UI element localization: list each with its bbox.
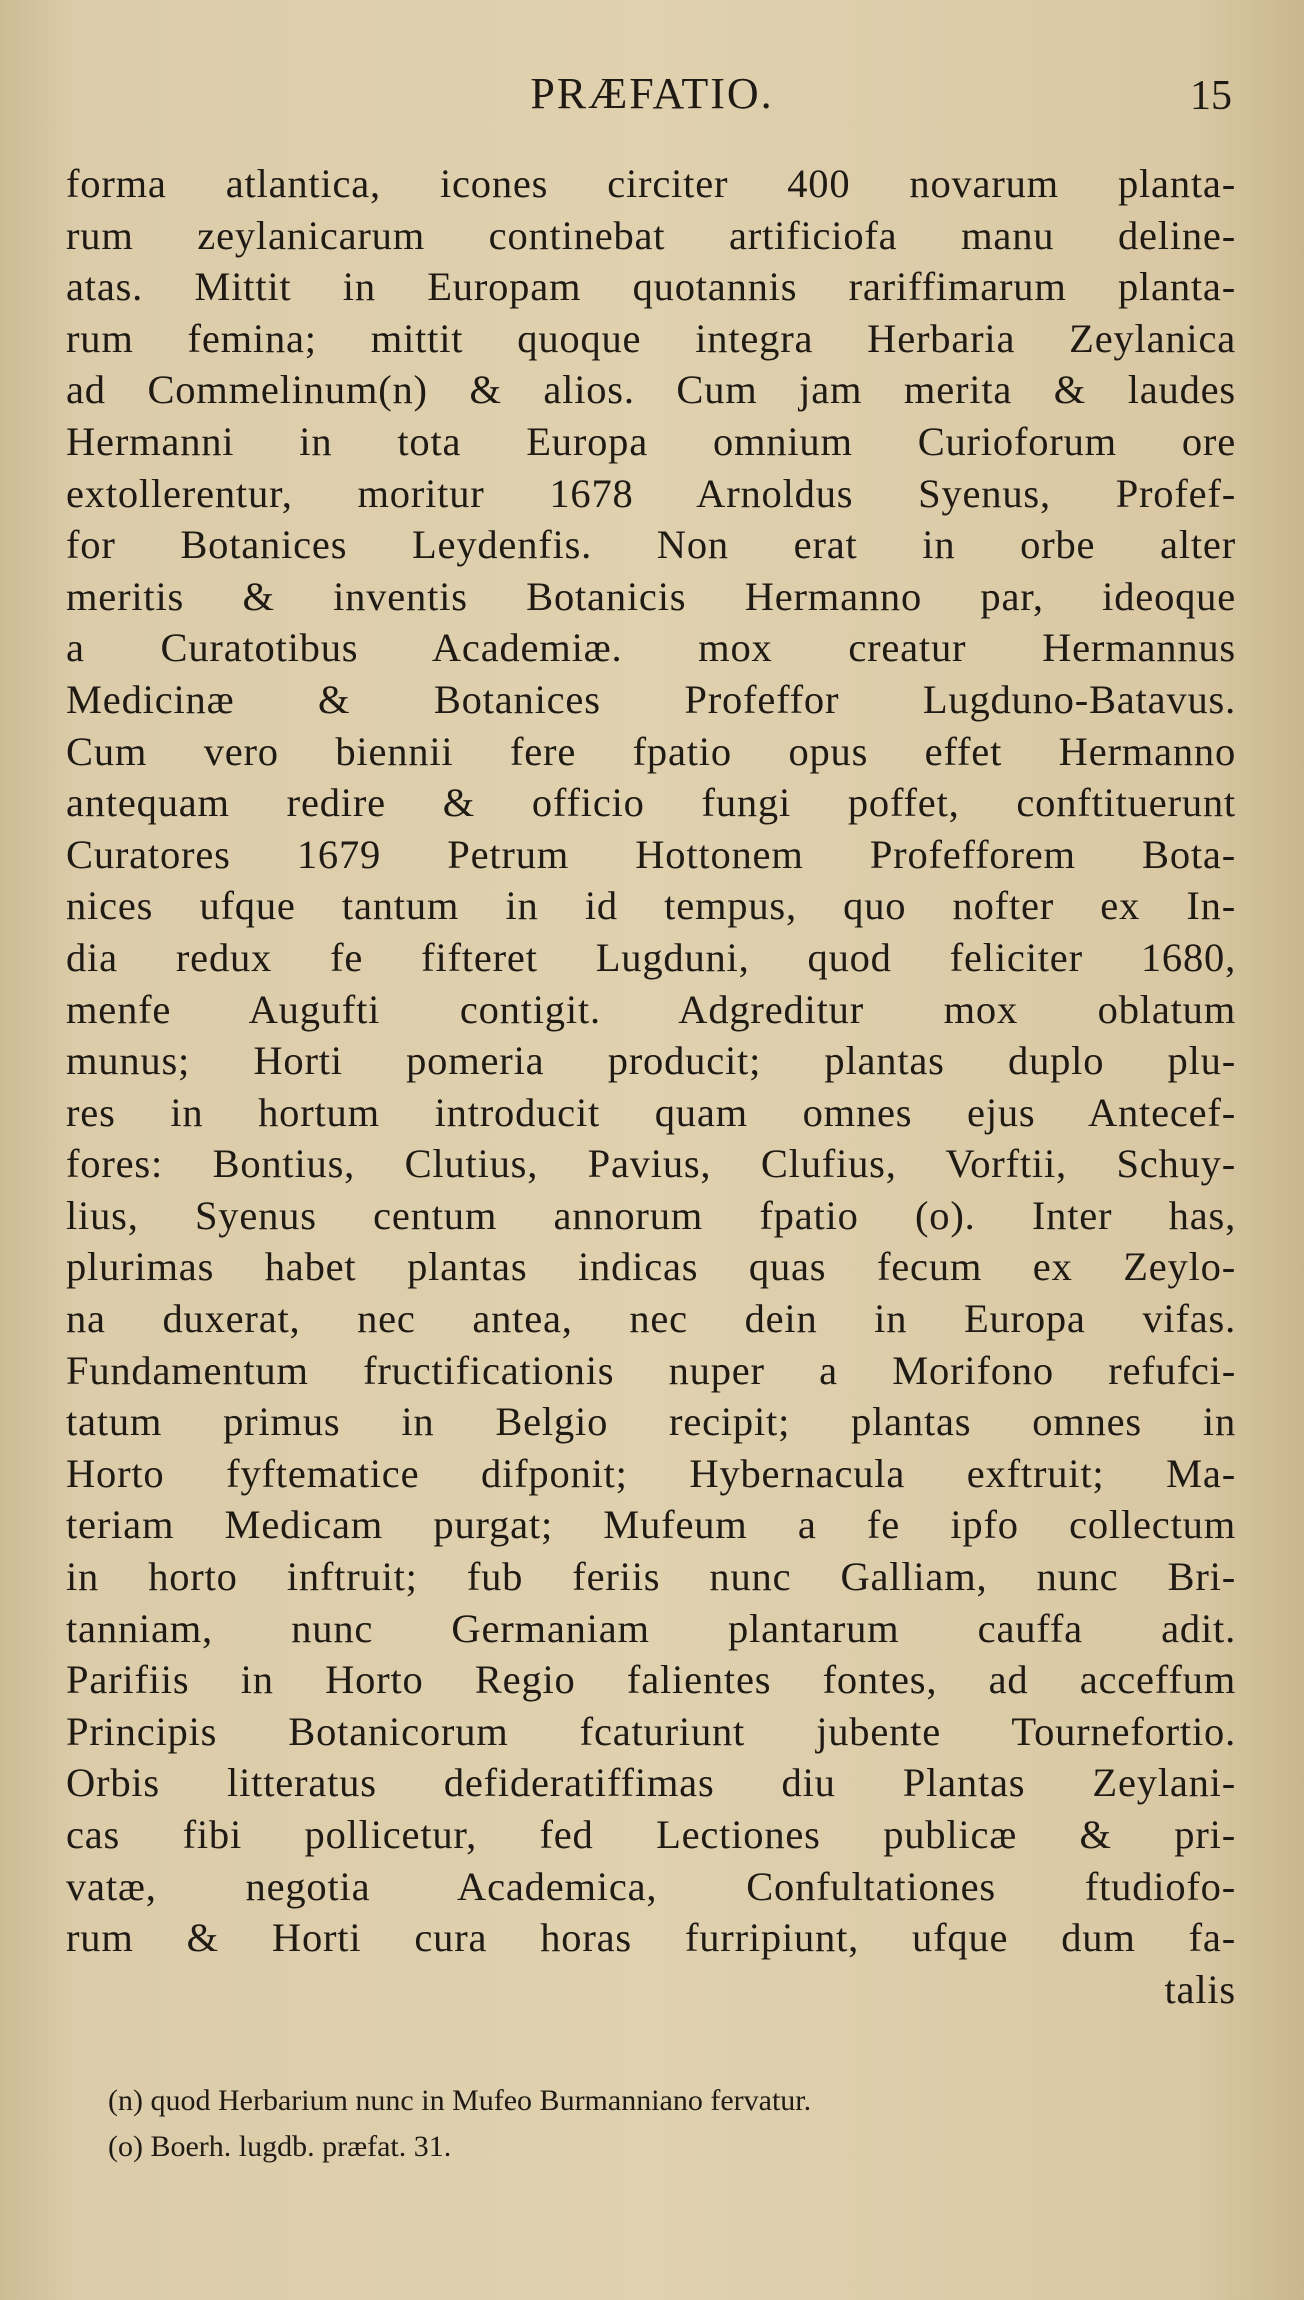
text-line: Curatores 1679 Petrum Hottonem Profefforem Bota- — [66, 831, 1236, 877]
text-line: atas. Mittit in Europam quotannis rariffimarum planta- — [66, 264, 1236, 310]
page-header — [0, 68, 1304, 128]
text-line: cas fibi pollicetur, fed Lectiones publicæ & pri- — [66, 1812, 1236, 1857]
text-line: Medicinæ & Botanices Profeffor Lugduno-Batavus. — [66, 676, 1236, 722]
text-line: vatæ, negotia Academica, Confultationes ftudiofo- — [66, 1863, 1236, 1909]
text-line: fores: Bontius, Clutius, Pavius, Clufius, Vorftii, Schuy- — [66, 1141, 1236, 1187]
text-line: munus; Horti pomeria producit; plantas duplo plu- — [66, 1038, 1236, 1084]
text-line: for Botanices Leydenfis. Non erat in orbe alter — [66, 522, 1236, 568]
text-line: rum & Horti cura horas furripiunt, ufque dum fa- — [66, 1915, 1236, 1961]
text-line: Orbis litteratus defideratiffimas diu Plantas Zeylani- — [66, 1760, 1236, 1806]
running-title: PRÆFATIO. — [530, 69, 774, 118]
text-line: a Curatotibus Academiæ. mox creatur Hermannus — [66, 625, 1236, 671]
text-line: rum zeylanicarum continebat artificiofa manu deline- — [66, 212, 1236, 258]
text-line: antequam redire & officio fungi poffet, conftituerunt — [66, 780, 1236, 826]
text-line: Horto fyftematice difponit; Hybernacula exftruit; Ma- — [66, 1450, 1236, 1496]
text-line: Principis Botanicorum fcaturiunt jubente Tournefortio. — [66, 1708, 1236, 1754]
text-line: Hermanni in tota Europa omnium Curioforum ore — [66, 418, 1236, 464]
text-line: Parifiis in Horto Regio falientes fontes, ad acceffum — [66, 1657, 1236, 1703]
text-line: ad Commelinum(n) & alios. Cum jam merita & laudes — [66, 367, 1236, 413]
text-line: dia redux fe fifteret Lugduni, quod feliciter 1680, — [66, 934, 1236, 980]
text-line: res in hortum introducit quam omnes ejus Antecef- — [66, 1089, 1236, 1135]
text-line: plurimas habet plantas indicas quas fecum ex Zeylo- — [66, 1244, 1236, 1290]
footnote-o: (o) Boerh. lugdb. præfat. 31. — [108, 2130, 452, 2163]
text-line: teriam Medicam purgat; Mufeum a fe ipfo collectum — [66, 1502, 1236, 1548]
page-number: 15 — [1190, 73, 1232, 119]
text-line: Cum vero biennii fere fpatio opus effet Hermanno — [66, 728, 1236, 774]
footnotes — [108, 2078, 1208, 2170]
text-line: extollerentur, moritur 1678 Arnoldus Syenus, Profef- — [66, 470, 1236, 516]
text-line: nices ufque tantum in id tempus, quo nofter ex In- — [66, 883, 1236, 929]
text-line: rum femina; mittit quoque integra Herbaria Zeylanica — [66, 315, 1236, 361]
catchword: talis — [1164, 1966, 1236, 2012]
text-line: menfe Augufti contigit. Adgreditur mox oblatum — [66, 986, 1236, 1032]
text-line: tatum primus in Belgio recipit; plantas omnes in — [66, 1399, 1236, 1445]
text-line: na duxerat, nec antea, nec dein in Europa vifas. — [66, 1296, 1236, 1342]
text-line: in horto inftruit; fub feriis nunc Galliam, nunc Bri- — [66, 1554, 1236, 1600]
text-line: meritis & inventis Botanicis Hermanno par, ideoque — [66, 573, 1236, 619]
footnote-n: (n) quod Herbarium nunc in Mufeo Burmanniano fervatur. — [108, 2084, 812, 2117]
text-line: Fundamentum fructificationis nuper a Morifono refufci- — [66, 1347, 1236, 1393]
text-line: forma atlantica, icones circiter 400 novarum planta- — [66, 161, 1236, 206]
text-line: lius, Syenus centum annorum fpatio (o). Inter has, — [66, 1192, 1236, 1238]
body-text — [66, 158, 1236, 2015]
text-line: tanniam, nunc Germaniam plantarum cauffa adit. — [66, 1605, 1236, 1651]
